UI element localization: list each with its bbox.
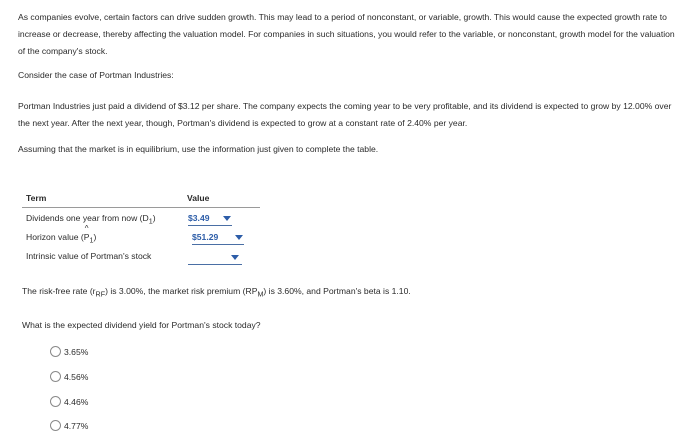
- option-label: 4.77%: [64, 421, 89, 431]
- chevron-down-icon: [235, 235, 243, 240]
- horizon-value: $51.29: [192, 232, 219, 242]
- radio-button[interactable]: [50, 371, 61, 382]
- option-label: 4.56%: [64, 372, 89, 382]
- option-label: 3.65%: [64, 347, 89, 357]
- table-row-horizon: Horizon value (^ $P_1$): [26, 229, 96, 245]
- dividend-value: $3.49: [188, 213, 210, 223]
- intro-paragraph: As companies evolve, certain factors can drive sudden growth. This may lead to a period of nonconstant, or variable, growth. This would cause the expected growth rate to increase or decrease, thereby affecting the valuation model. For companies in such situations, you would refer to the variable, or nonconstant, growth model for the valuation of the company's stock.: [18, 12, 675, 56]
- option-label: 4.46%: [64, 397, 89, 407]
- term-header: Term: [26, 193, 47, 203]
- instruction-text: Assuming that the market is in equilibrium, use the information just given to complete the table.: [18, 144, 379, 154]
- radio-button[interactable]: [50, 420, 61, 431]
- intrinsic-value-dropdown[interactable]: [188, 250, 242, 265]
- problem-paragraph: Portman Industries just paid a dividend of $3.12 per share. The company expects the coming year to be very profitable, and its dividend is expected to grow by 12.00% over the next year. After the next year, though, Portman's dividend is expected to grow at a constant rate of 2.40% per year.: [18, 101, 672, 128]
- p-hat-symbol: ^ P: [84, 229, 90, 245]
- horizon-value-dropdown[interactable]: [192, 230, 244, 245]
- radio-button[interactable]: [50, 346, 61, 357]
- chevron-down-icon: [231, 255, 239, 260]
- question-text: What is the expected dividend yield for Portman's stock today?: [22, 320, 261, 330]
- table-row-dividend: Dividends one year from now $(D_1)$: [26, 213, 156, 226]
- dividend-dropdown[interactable]: [188, 211, 232, 226]
- radio-button[interactable]: [50, 396, 61, 407]
- consider-text: Consider the case of Portman Industries:: [18, 70, 174, 80]
- table-row-intrinsic: Intrinsic value of Portman's stock: [26, 251, 152, 261]
- risk-free-text: The risk-free rate $(r_{RF})$ is 3.00%, the market risk premium $(RP_M)$ is 3.60%, and Portman's beta is 1.10.: [22, 286, 411, 299]
- value-header: Value: [187, 193, 210, 203]
- header-divider: [22, 207, 260, 208]
- chevron-down-icon: [223, 216, 231, 221]
